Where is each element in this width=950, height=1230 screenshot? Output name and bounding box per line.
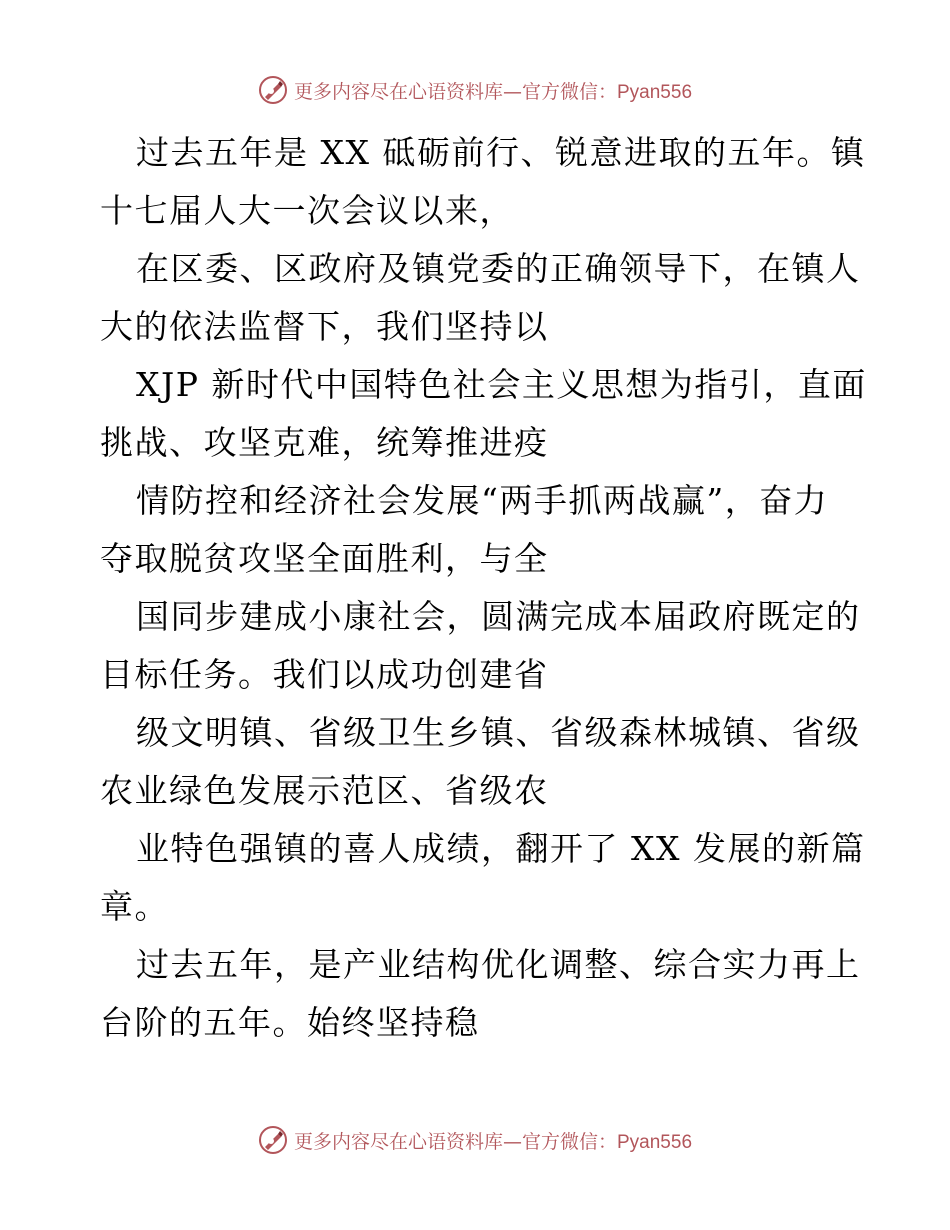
watermark-text: 更多内容尽在心语资料库—官方微信：Pyan556 (293, 1130, 693, 1153)
text-line: 农业绿色发展示范区、省级农 (100, 771, 549, 810)
text-line: 大的依法监督下，我们坚持以 (100, 307, 549, 346)
text-line: 台阶的五年。始终坚持稳 (100, 1003, 480, 1042)
watermark-wechat-id: Pyan556 (617, 81, 693, 103)
text-line: XJP 新时代中国特色社会主义思想为指引，直面 (136, 365, 867, 404)
text-line: 在区委、区政府及镇党委的正确领导下，在镇人 (136, 249, 861, 288)
text-line: 十七届人大一次会议以来， (100, 191, 514, 230)
pen-logo-icon (258, 1125, 288, 1155)
header-watermark (0, 70, 950, 110)
text-line: 过去五年，是产业结构优化调整、综合实力再上 (136, 945, 861, 984)
watermark-text: 更多内容尽在心语资料库—官方微信：Pyan556 (293, 80, 693, 103)
footer-watermark (0, 1120, 950, 1160)
text-line: 国同步建成小康社会，圆满完成本届政府既定的 (136, 597, 861, 636)
text-line: 级文明镇、省级卫生乡镇、省级森林城镇、省级 (136, 713, 861, 752)
watermark-wechat-id: Pyan556 (617, 1131, 693, 1153)
text-line: 目标任务。我们以成功创建省 (100, 655, 549, 694)
document-body (100, 124, 867, 1052)
text-line: 情防控和经济社会发展“两手抓两战赢”，奋力 (136, 481, 829, 520)
pen-logo-icon (258, 75, 288, 105)
text-line: 业特色强镇的喜人成绩，翻开了 XX 发展的新篇 (136, 829, 866, 868)
text-line: 过去五年是 XX 砥砺前行、锐意进取的五年。镇 (136, 133, 866, 172)
text-line: 挑战、攻坚克难，统筹推进疫 (100, 423, 549, 462)
text-line: 夺取脱贫攻坚全面胜利，与全 (100, 539, 549, 578)
text-line: 章。 (100, 887, 169, 926)
